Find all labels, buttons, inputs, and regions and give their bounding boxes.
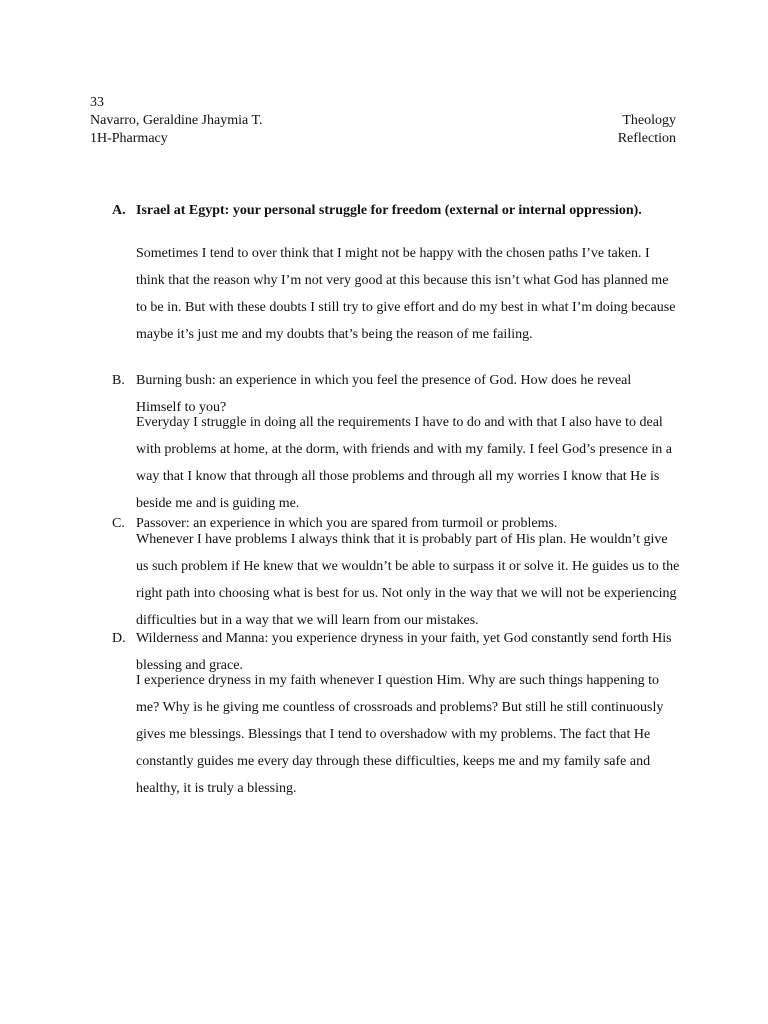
section-prompt: Wilderness and Manna: you experience dryness in your faith, yet God constantly send forth His blessing and grace. (136, 631, 672, 673)
section-marker: C. (112, 516, 125, 531)
section-answer: Whenever I have problems I always think that it is probably part of His plan. He wouldn’t give us such problem if He knew that we wouldn’t be able to surpass it or solve it. He guides us to the right path into choosing what is best for us. Not only in the way that we will not be experiencing difficulties but in a way that we will learn from our mistakes. (136, 532, 680, 628)
section-prompt: Burning bush: an experience in which you feel the presence of God. How does he reveal Himself to you? (136, 373, 632, 415)
document-type-label: Reflection (617, 131, 676, 146)
section-answer: Everyday I struggle in doing all the requirements I have to do and with that I also have to deal with problems at home, at the dorm, with friends and with my family. I feel God’s presence in a way that I know that through all those problems and through all my worries I know that He is beside me and is guiding me. (136, 415, 673, 511)
section-marker: A. (112, 203, 126, 218)
section-prompt: Passover: an experience in which you are spared from turmoil or problems. (136, 516, 558, 531)
section-marker: D. (112, 631, 126, 646)
section-marker: B. (112, 373, 125, 388)
student-program: 1H-Pharmacy (90, 131, 168, 146)
student-number: 33 (90, 95, 104, 110)
section-answer: Sometimes I tend to over think that I might not be happy with the chosen paths I’ve taken. I think that the reason why I’m not very good at this because this isn’t what God has planned me to be in. But with these doubts I still try to give effort and do my best in what I’m doing because maybe it’s just me and my doubts that’s being the reason of me failing. (136, 246, 676, 342)
student-name: Navarro, Geraldine Jhaymia T. (90, 113, 263, 128)
section-prompt: Israel at Egypt: your personal struggle for freedom (external or internal oppression). (136, 203, 642, 218)
subject-label: Theology (622, 113, 676, 128)
section-answer: I experience dryness in my faith whenever I question Him. Why are such things happening to me? Why is he giving me countless of crossroads and problems? But still he still continuously gives me blessings. Blessings that I tend to overshadow with my problems. The fact that He constantly guides me every day through these difficulties, keeps me and my family safe and healthy, it is truly a blessing. (136, 673, 664, 796)
